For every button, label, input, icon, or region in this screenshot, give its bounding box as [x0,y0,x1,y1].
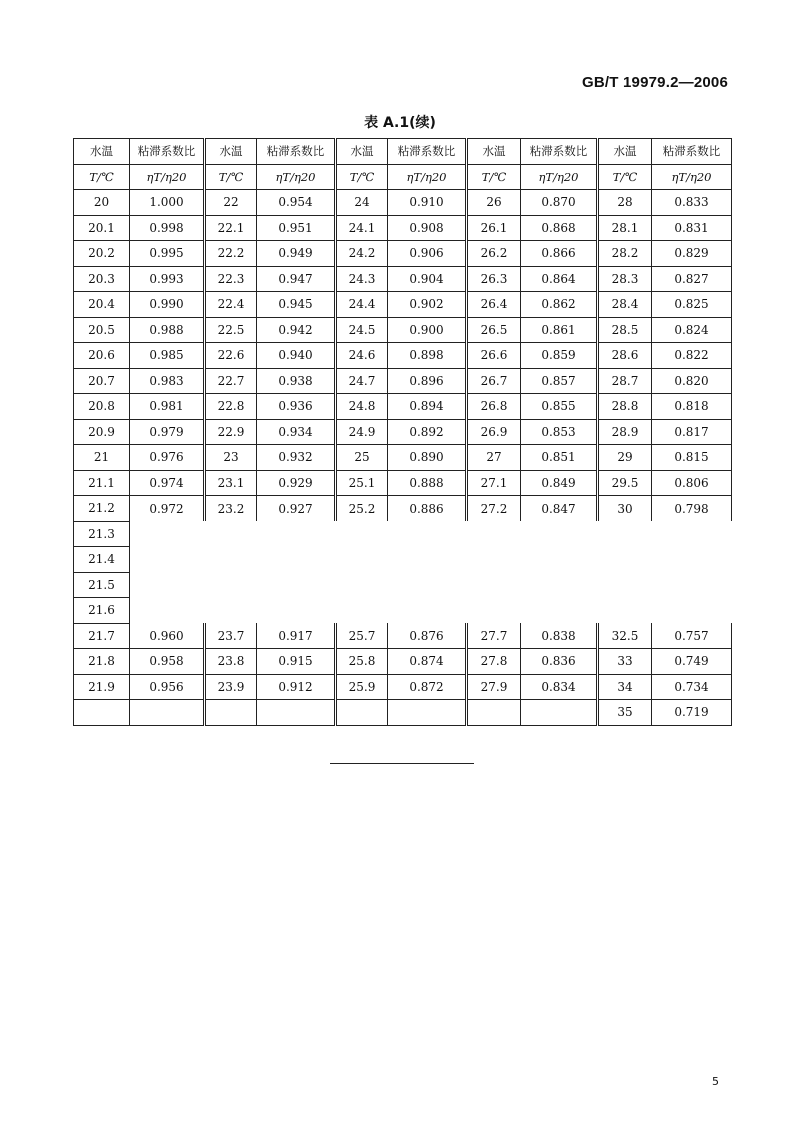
viscosity-ratio-cell: 0.945 [257,292,336,318]
table-caption: 表 A.1(续) [364,115,436,131]
temperature-cell: 21.5 [74,572,130,598]
header-water-temp: 水温 [74,139,130,165]
temperature-cell: 26.8 [467,394,521,420]
temperature-cell: 27.2 [467,496,521,522]
viscosity-ratio-table [73,138,732,726]
temperature-cell: 23.7 [205,623,257,649]
viscosity-ratio-cell: 0.956 [130,674,205,700]
viscosity-ratio-cell: 0.866 [521,241,598,267]
viscosity-ratio-cell: 0.917 [257,623,336,649]
table-row [74,445,732,471]
temperature-cell: 26.1 [467,215,521,241]
temperature-cell: 29 [598,445,652,471]
header-water-temp: 水温 [598,139,652,165]
blank-area [130,521,732,547]
temperature-cell: 24.7 [336,368,388,394]
viscosity-ratio-cell: 0.896 [388,368,467,394]
viscosity-ratio-cell: 0.834 [521,674,598,700]
viscosity-ratio-cell: 0.861 [521,317,598,343]
table-row [74,190,732,216]
viscosity-ratio-cell: 0.900 [388,317,467,343]
temperature-cell: 26.6 [467,343,521,369]
viscosity-ratio-cell: 0.892 [388,419,467,445]
table-row-partial [74,598,732,624]
table-row [74,266,732,292]
temperature-cell: 22.7 [205,368,257,394]
temperature-cell: 28.2 [598,241,652,267]
temperature-cell: 21.1 [74,470,130,496]
viscosity-ratio-cell [130,700,205,726]
header-water-temp: 水温 [205,139,257,165]
temperature-cell: 22.6 [205,343,257,369]
temperature-cell: 21.2 [74,496,130,522]
header-ratio-symbol: ηT/η20 [257,164,336,190]
viscosity-ratio-cell: 0.894 [388,394,467,420]
temperature-cell: 20.7 [74,368,130,394]
viscosity-ratio-cell: 0.929 [257,470,336,496]
temperature-cell [336,700,388,726]
viscosity-ratio-cell: 0.827 [652,266,732,292]
table-row [74,470,732,496]
viscosity-ratio-cell: 0.983 [130,368,205,394]
temperature-cell: 25 [336,445,388,471]
temperature-cell: 20.2 [74,241,130,267]
table-row [74,700,732,726]
viscosity-ratio-cell: 0.853 [521,419,598,445]
temperature-cell: 28.6 [598,343,652,369]
temperature-cell: 28.8 [598,394,652,420]
viscosity-ratio-cell: 0.855 [521,394,598,420]
header-temp-unit: T/℃ [598,164,652,190]
document-code: GB/T 19979.2—2006 [582,74,728,91]
viscosity-ratio-cell: 0.995 [130,241,205,267]
table-row [74,419,732,445]
temperature-cell: 22.3 [205,266,257,292]
viscosity-ratio-cell: 0.912 [257,674,336,700]
temperature-cell: 26 [467,190,521,216]
temperature-cell: 21.4 [74,547,130,573]
viscosity-ratio-cell: 0.815 [652,445,732,471]
header-temp-unit: T/℃ [467,164,521,190]
temperature-cell: 22 [205,190,257,216]
temperature-cell: 21.9 [74,674,130,700]
page-number: 5 [712,1075,719,1088]
header-ratio-symbol: ηT/η20 [521,164,598,190]
temperature-cell: 22.9 [205,419,257,445]
temperature-cell: 28.4 [598,292,652,318]
viscosity-ratio-cell: 0.749 [652,649,732,675]
viscosity-ratio-cell: 0.849 [521,470,598,496]
temperature-cell: 26.5 [467,317,521,343]
viscosity-ratio-cell: 0.981 [130,394,205,420]
temperature-cell: 24.3 [336,266,388,292]
header-ratio-symbol: ηT/η20 [130,164,205,190]
viscosity-ratio-cell: 0.960 [130,623,205,649]
viscosity-ratio-cell: 0.833 [652,190,732,216]
temperature-cell: 26.9 [467,419,521,445]
temperature-cell: 27 [467,445,521,471]
temperature-cell [467,700,521,726]
table-row-partial [74,521,732,547]
viscosity-ratio-cell: 0.798 [652,496,732,522]
viscosity-ratio-cell: 0.985 [130,343,205,369]
viscosity-ratio-cell: 0.806 [652,470,732,496]
temperature-cell: 27.1 [467,470,521,496]
temperature-cell: 20.1 [74,215,130,241]
viscosity-ratio-cell: 0.864 [521,266,598,292]
temperature-cell: 26.4 [467,292,521,318]
temperature-cell [74,700,130,726]
viscosity-ratio-cell: 0.757 [652,623,732,649]
viscosity-ratio-cell: 0.906 [388,241,467,267]
temperature-cell: 22.1 [205,215,257,241]
temperature-cell: 21.7 [74,623,130,649]
temperature-cell: 35 [598,700,652,726]
table-row [74,674,732,700]
viscosity-ratio-cell: 0.934 [257,419,336,445]
temperature-cell: 24.2 [336,241,388,267]
viscosity-ratio-cell: 0.949 [257,241,336,267]
viscosity-ratio-cell: 0.951 [257,215,336,241]
viscosity-ratio-cell: 0.942 [257,317,336,343]
viscosity-ratio-cell: 0.868 [521,215,598,241]
temperature-cell: 25.1 [336,470,388,496]
viscosity-ratio-cell: 0.818 [652,394,732,420]
viscosity-ratio-cell: 0.831 [652,215,732,241]
viscosity-ratio-cell: 0.888 [388,470,467,496]
temperature-cell: 24.1 [336,215,388,241]
viscosity-ratio-cell: 0.836 [521,649,598,675]
temperature-cell: 24 [336,190,388,216]
temperature-cell: 34 [598,674,652,700]
viscosity-ratio-cell: 0.734 [652,674,732,700]
temperature-cell: 20 [74,190,130,216]
viscosity-ratio-cell: 0.938 [257,368,336,394]
temperature-cell: 25.7 [336,623,388,649]
viscosity-ratio-cell: 0.859 [521,343,598,369]
viscosity-ratio-cell: 0.838 [521,623,598,649]
viscosity-ratio-cell [257,700,336,726]
temperature-cell: 21.6 [74,598,130,624]
temperature-cell: 27.9 [467,674,521,700]
viscosity-ratio-cell: 0.825 [652,292,732,318]
temperature-cell: 20.8 [74,394,130,420]
viscosity-ratio-cell: 0.872 [388,674,467,700]
header-temp-unit: T/℃ [205,164,257,190]
viscosity-ratio-cell: 0.976 [130,445,205,471]
viscosity-ratio-cell: 0.915 [257,649,336,675]
viscosity-ratio-cell: 0.998 [130,215,205,241]
viscosity-ratio-cell: 0.993 [130,266,205,292]
header-viscosity-ratio: 粘滞系数比 [521,139,598,165]
temperature-cell: 30 [598,496,652,522]
header-ratio-symbol: ηT/η20 [652,164,732,190]
viscosity-ratio-cell: 0.829 [652,241,732,267]
table-row [74,292,732,318]
viscosity-ratio-cell: 0.972 [130,496,205,522]
temperature-cell: 25.8 [336,649,388,675]
temperature-cell: 28.9 [598,419,652,445]
temperature-cell: 20.4 [74,292,130,318]
temperature-cell: 28.5 [598,317,652,343]
header-ratio-symbol: ηT/η20 [388,164,467,190]
header-viscosity-ratio: 粘滞系数比 [130,139,205,165]
table-row [74,215,732,241]
temperature-cell: 27.7 [467,623,521,649]
temperature-cell: 29.5 [598,470,652,496]
temperature-cell: 22.8 [205,394,257,420]
temperature-cell: 23 [205,445,257,471]
viscosity-ratio-cell: 0.932 [257,445,336,471]
viscosity-ratio-cell: 1.000 [130,190,205,216]
end-rule [330,763,474,764]
viscosity-ratio-cell: 0.851 [521,445,598,471]
header-viscosity-ratio: 粘滞系数比 [388,139,467,165]
table-row [74,649,732,675]
viscosity-ratio-cell: 0.954 [257,190,336,216]
viscosity-ratio-cell: 0.822 [652,343,732,369]
temperature-cell: 24.9 [336,419,388,445]
viscosity-ratio-cell: 0.886 [388,496,467,522]
blank-area [130,547,732,573]
viscosity-ratio-cell: 0.902 [388,292,467,318]
viscosity-ratio-cell: 0.874 [388,649,467,675]
temperature-cell: 20.3 [74,266,130,292]
blank-area [130,598,732,624]
temperature-cell [205,700,257,726]
temperature-cell: 24.8 [336,394,388,420]
table-row [74,343,732,369]
header-row-quantity [74,139,732,165]
viscosity-ratio-cell: 0.958 [130,649,205,675]
viscosity-ratio-cell: 0.862 [521,292,598,318]
viscosity-ratio-cell: 0.876 [388,623,467,649]
temperature-cell: 26.2 [467,241,521,267]
viscosity-ratio-cell: 0.870 [521,190,598,216]
table-row [74,496,732,522]
viscosity-ratio-cell: 0.910 [388,190,467,216]
table-row [74,623,732,649]
viscosity-ratio-cell: 0.898 [388,343,467,369]
header-viscosity-ratio: 粘滞系数比 [652,139,732,165]
temperature-cell: 23.2 [205,496,257,522]
temperature-cell: 26.3 [467,266,521,292]
viscosity-ratio-cell: 0.904 [388,266,467,292]
temperature-cell: 20.5 [74,317,130,343]
viscosity-ratio-cell: 0.927 [257,496,336,522]
viscosity-ratio-cell: 0.947 [257,266,336,292]
temperature-cell: 23.9 [205,674,257,700]
viscosity-ratio-cell [388,700,467,726]
temperature-cell: 21.3 [74,521,130,547]
viscosity-ratio-cell: 0.908 [388,215,467,241]
table-row-partial [74,547,732,573]
table-row [74,368,732,394]
viscosity-ratio-cell: 0.974 [130,470,205,496]
temperature-cell: 20.6 [74,343,130,369]
temperature-cell: 21 [74,445,130,471]
temperature-cell: 26.7 [467,368,521,394]
header-temp-unit: T/℃ [336,164,388,190]
temperature-cell: 21.8 [74,649,130,675]
temperature-cell: 20.9 [74,419,130,445]
temperature-cell: 28.3 [598,266,652,292]
header-water-temp: 水温 [336,139,388,165]
temperature-cell: 23.8 [205,649,257,675]
viscosity-ratio-cell: 0.990 [130,292,205,318]
temperature-cell: 27.8 [467,649,521,675]
temperature-cell: 24.6 [336,343,388,369]
header-temp-unit: T/℃ [74,164,130,190]
blank-area [130,572,732,598]
viscosity-ratio-cell: 0.820 [652,368,732,394]
table-row [74,317,732,343]
temperature-cell: 25.2 [336,496,388,522]
viscosity-ratio-cell: 0.988 [130,317,205,343]
table-row-partial [74,572,732,598]
temperature-cell: 22.5 [205,317,257,343]
viscosity-ratio-cell: 0.979 [130,419,205,445]
viscosity-ratio-cell: 0.824 [652,317,732,343]
viscosity-ratio-cell: 0.719 [652,700,732,726]
viscosity-ratio-cell: 0.936 [257,394,336,420]
temperature-cell: 32.5 [598,623,652,649]
temperature-cell: 33 [598,649,652,675]
viscosity-ratio-cell: 0.940 [257,343,336,369]
temperature-cell: 24.4 [336,292,388,318]
viscosity-ratio-cell: 0.857 [521,368,598,394]
temperature-cell: 28.7 [598,368,652,394]
temperature-cell: 23.1 [205,470,257,496]
header-row-symbol [74,164,732,190]
temperature-cell: 22.2 [205,241,257,267]
temperature-cell: 25.9 [336,674,388,700]
viscosity-ratio-cell: 0.890 [388,445,467,471]
header-viscosity-ratio: 粘滞系数比 [257,139,336,165]
viscosity-ratio-cell [521,700,598,726]
header-water-temp: 水温 [467,139,521,165]
table-row [74,241,732,267]
viscosity-ratio-cell: 0.817 [652,419,732,445]
temperature-cell: 28.1 [598,215,652,241]
viscosity-ratio-cell: 0.847 [521,496,598,522]
temperature-cell: 22.4 [205,292,257,318]
table-row [74,394,732,420]
temperature-cell: 24.5 [336,317,388,343]
temperature-cell: 28 [598,190,652,216]
